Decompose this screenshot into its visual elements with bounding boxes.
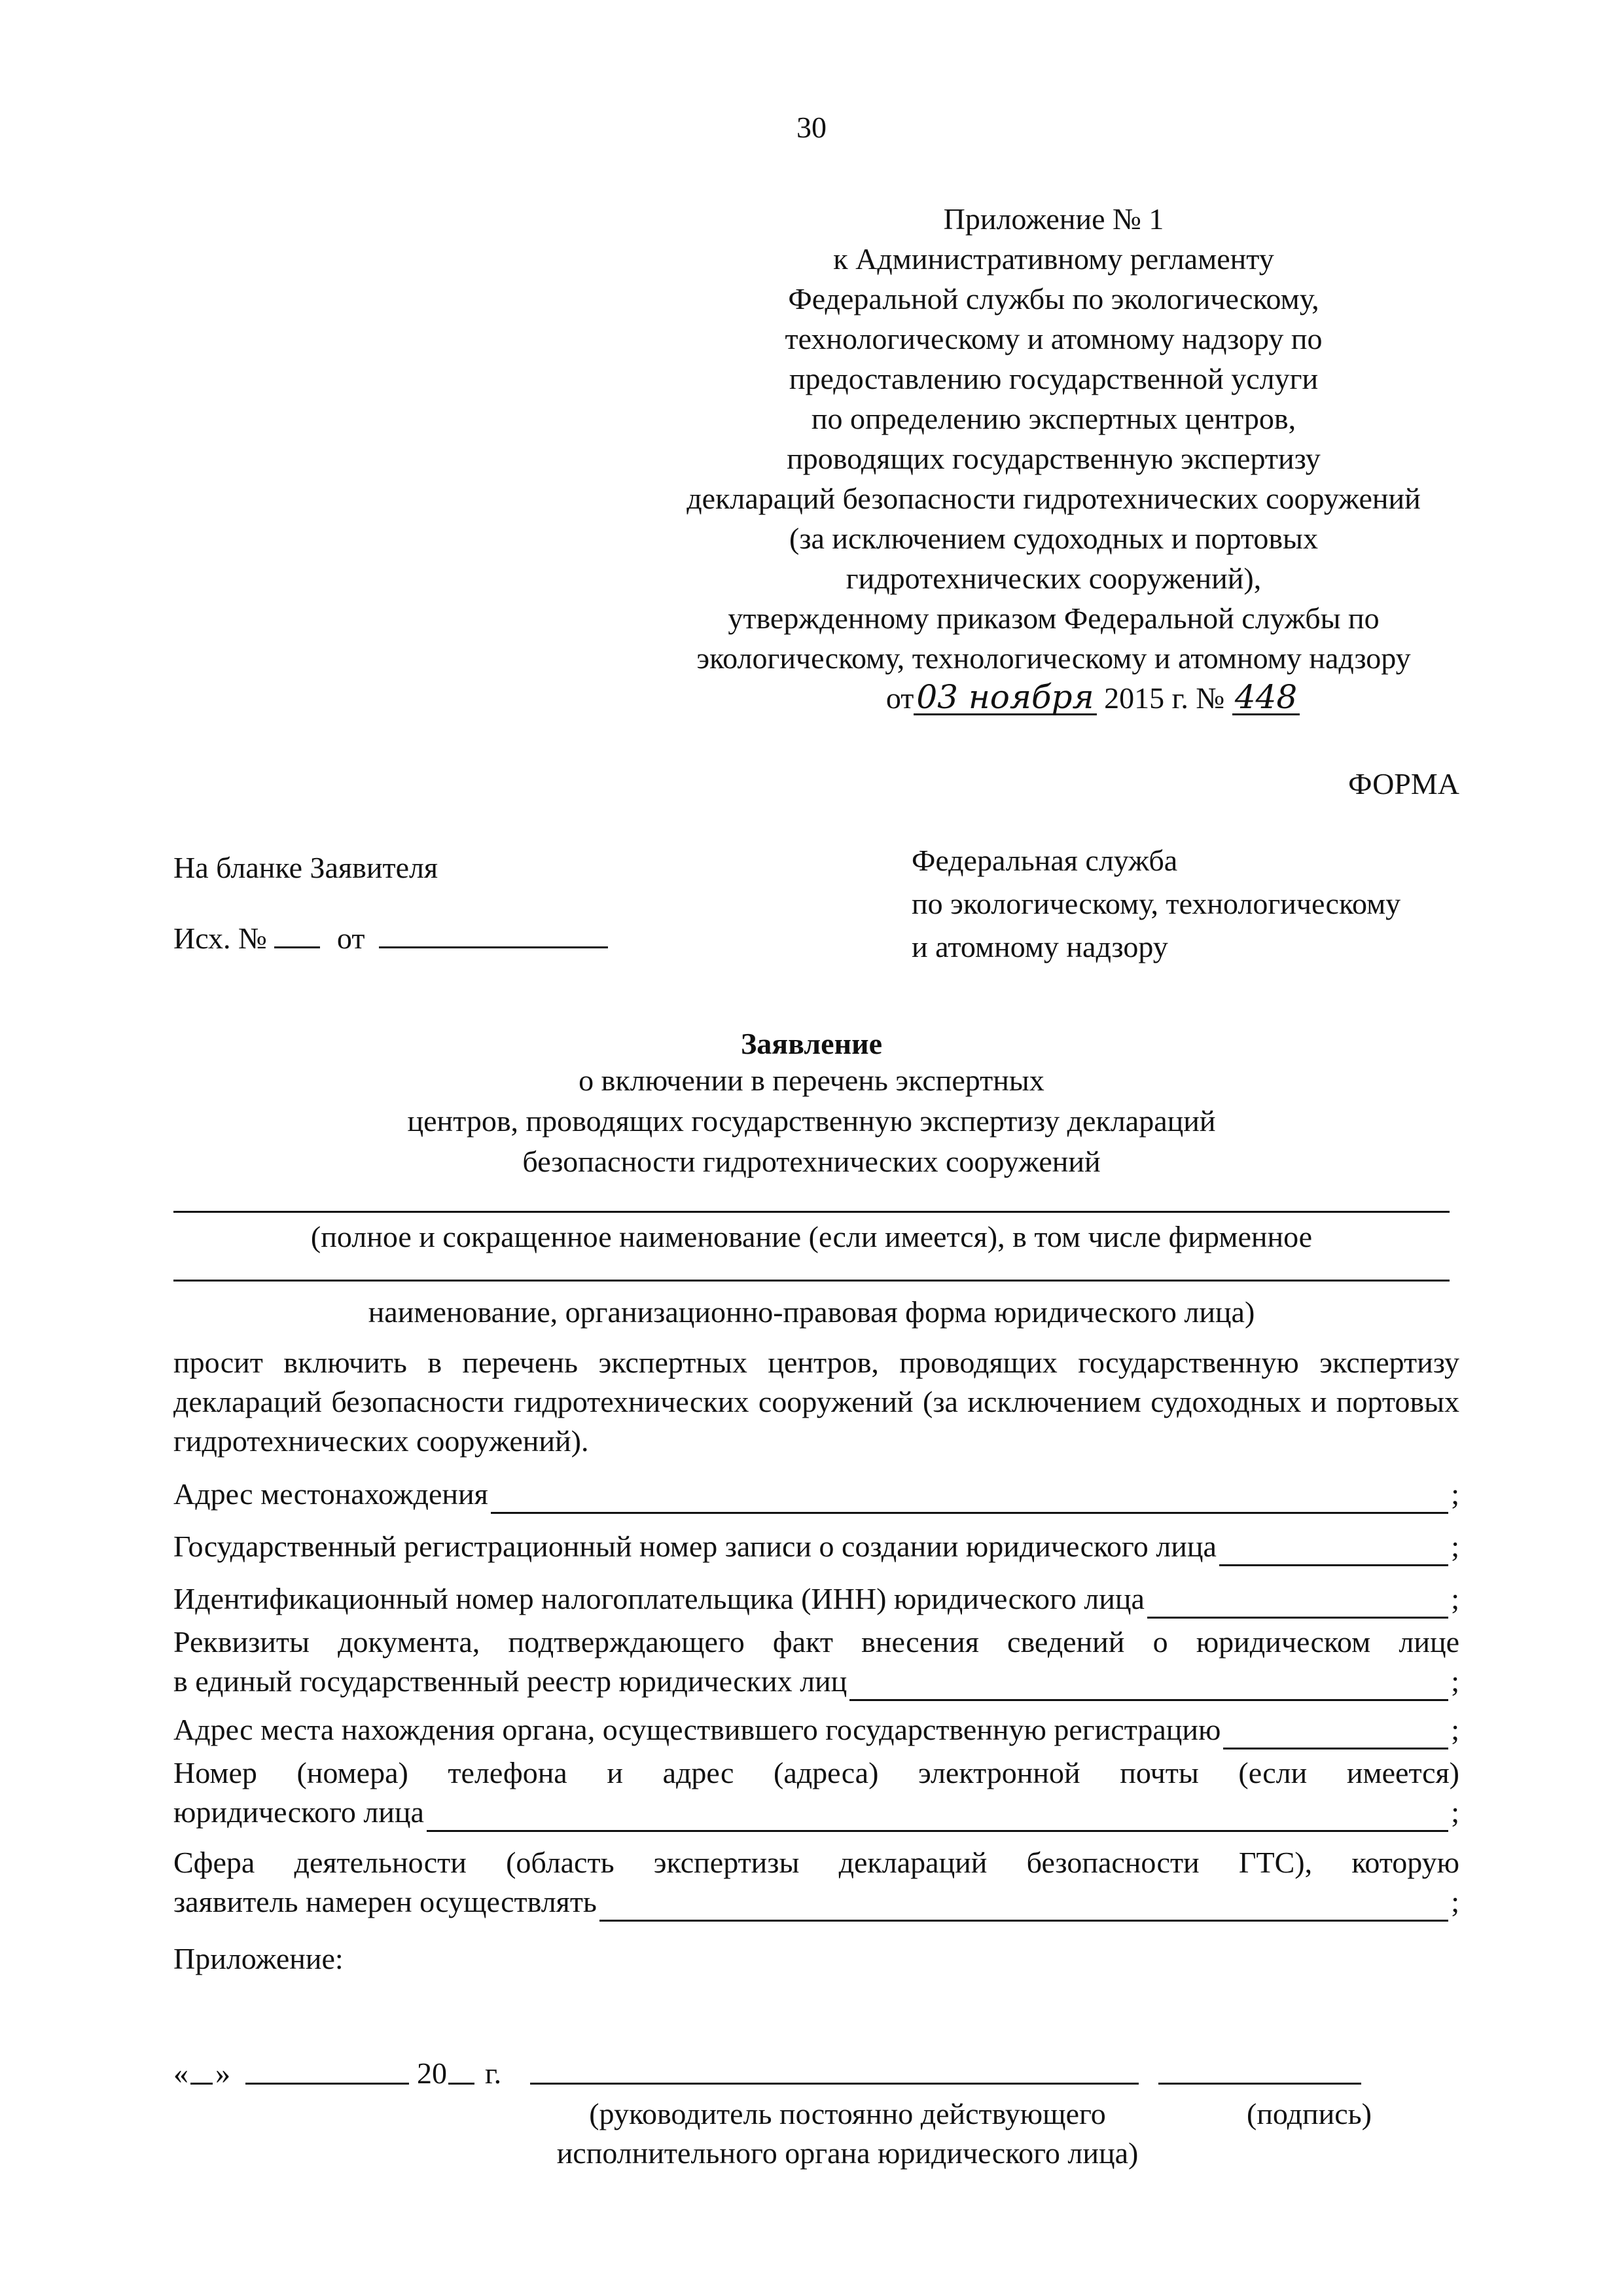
appendix-line: Приложение № 1 — [943, 202, 1164, 236]
request-paragraph: просит включить в перечень экспертных центров, проводящих государственную экспертизу деклараций безопасности гидротехнических сооружений (за исключением судоходных и портовых гидротехнических сооружений). — [173, 1346, 1459, 1458]
date-close-quote: » — [215, 2056, 230, 2090]
scope-field-row — [173, 1843, 1459, 1922]
outgoing-date-label: от — [336, 922, 365, 955]
page-number: 30 — [796, 111, 827, 144]
head-caption — [504, 2094, 1191, 2173]
name-caption-1: (полное и сокращенное наименование (если имеется), в том числе фирменное — [310, 1220, 1313, 1253]
recipient-line: Федеральная служба — [912, 844, 1178, 877]
month-field[interactable] — [245, 2054, 409, 2085]
registrar-address-label: Адрес места нахождения органа, осуществившего государственную регистрацию — [173, 1713, 1221, 1746]
ogrn-input-line[interactable] — [1219, 1535, 1448, 1566]
egrul-field-row — [173, 1623, 1459, 1701]
egrul-label-line-1: Реквизиты документа, подтверждающего факт внесения сведений о юридическом лице — [173, 1625, 1459, 1659]
name-input-line-1[interactable] — [173, 1211, 1450, 1213]
semicolon: ; — [1451, 1713, 1459, 1746]
address-label: Адрес местонахождения — [173, 1477, 488, 1511]
letterhead-note: На бланке Заявителя — [173, 851, 438, 884]
semicolon: ; — [1451, 1582, 1459, 1615]
head-caption-line: (руководитель постоянно действующего — [589, 2097, 1106, 2130]
year-field[interactable] — [448, 2054, 474, 2085]
year-prefix: 20 — [417, 2056, 447, 2090]
appendix-line: предоставлению государственной услуги — [789, 362, 1319, 395]
date-prefix: от — [885, 681, 914, 715]
day-field[interactable] — [190, 2054, 213, 2085]
recipient-line: по экологическому, технологическому — [912, 887, 1401, 920]
semicolon: ; — [1451, 1885, 1459, 1918]
semicolon: ; — [1451, 1530, 1459, 1563]
appendix-header — [628, 199, 1479, 718]
semicolon: ; — [1451, 1795, 1459, 1829]
scope-input-line[interactable] — [599, 1891, 1448, 1922]
appendix-line: проводящих государственную экспертизу — [787, 442, 1321, 475]
egrul-label-line-2: в единый государственный реестр юридических лиц — [173, 1664, 847, 1698]
ogrn-field-row — [173, 1527, 1459, 1566]
egrul-input-line[interactable] — [849, 1670, 1448, 1701]
outgoing-number-label: Исх. № — [173, 922, 267, 955]
signature-caption: (подпись) — [1247, 2097, 1372, 2130]
form-label: ФОРМА — [1348, 767, 1459, 800]
semicolon: ; — [1451, 1477, 1459, 1511]
statement-subtitle-line: о включении в перечень экспертных — [579, 1064, 1044, 1097]
handwritten-order-number: 448 — [1232, 681, 1300, 715]
year-number-label: 2015 г. № — [1104, 681, 1225, 715]
address-input-line[interactable] — [491, 1483, 1448, 1514]
ogrn-label: Государственный регистрационный номер записи о создании юридического лица — [173, 1530, 1217, 1563]
order-date-line — [707, 678, 1479, 718]
date-open-quote: « — [173, 2056, 188, 2090]
scope-label-line-2: заявитель намерен осуществлять — [173, 1885, 597, 1918]
statement-title: Заявление — [740, 1027, 883, 1060]
outgoing-number-field[interactable] — [274, 918, 320, 948]
signature-field[interactable] — [1158, 2054, 1361, 2085]
appendix-line: технологическому и атомному надзору по — [785, 322, 1323, 355]
attachment-label: Приложение: — [173, 1942, 344, 1975]
year-suffix: г. — [485, 2056, 502, 2090]
contacts-field-row — [173, 1753, 1459, 1832]
head-name-field[interactable] — [530, 2054, 1139, 2085]
head-caption-line: исполнительного органа юридического лица) — [556, 2136, 1139, 2170]
registrar-field-row — [173, 1710, 1459, 1749]
outgoing-date-field[interactable] — [379, 918, 608, 948]
handwritten-date: 03 ноября — [914, 681, 1096, 715]
recipient-block — [912, 839, 1400, 969]
appendix-line: экологическому, технологическому и атомному надзору — [696, 641, 1411, 675]
appendix-line: к Административному регламенту — [833, 242, 1274, 276]
appendix-line: гидротехнических сооружений), — [846, 562, 1262, 595]
statement-subtitle — [0, 1060, 1623, 1182]
scope-label-line-1: Сфера деятельности (область экспертизы деклараций безопасности ГТС), которую — [173, 1846, 1459, 1879]
statement-subtitle-line: центров, проводящих государственную экспертизу деклараций — [407, 1104, 1216, 1138]
appendix-line: утвержденному приказом Федеральной службы по — [728, 601, 1380, 635]
semicolon: ; — [1451, 1664, 1459, 1698]
appendix-line: (за исключением судоходных и портовых — [789, 522, 1318, 555]
contacts-label-line-1: Номер (номера) телефона и адрес (адреса) электронной почты (если имеется) — [173, 1756, 1459, 1789]
name-input-line-2[interactable] — [173, 1280, 1450, 1282]
inn-label: Идентификационный номер налогоплательщика (ИНН) юридического лица — [173, 1582, 1145, 1615]
appendix-line: Федеральной службы по экологическому, — [788, 282, 1319, 315]
contacts-label-line-2: юридического лица — [173, 1795, 424, 1829]
registrar-address-input-line[interactable] — [1223, 1719, 1448, 1749]
inn-field-row — [173, 1579, 1459, 1619]
recipient-line: и атомному надзору — [912, 930, 1168, 963]
appendix-line: деклараций безопасности гидротехнических сооружений — [687, 482, 1421, 515]
name-caption-2: наименование, организационно-правовая форма юридического лица) — [368, 1295, 1255, 1329]
address-field-row — [173, 1475, 1459, 1514]
inn-input-line[interactable] — [1147, 1588, 1448, 1619]
outgoing-ref — [173, 918, 608, 958]
signature-row — [173, 2054, 1384, 2093]
statement-subtitle-line: безопасности гидротехнических сооружений — [522, 1145, 1101, 1178]
contacts-input-line[interactable] — [427, 1801, 1448, 1832]
appendix-line: по определению экспертных центров, — [811, 402, 1296, 435]
